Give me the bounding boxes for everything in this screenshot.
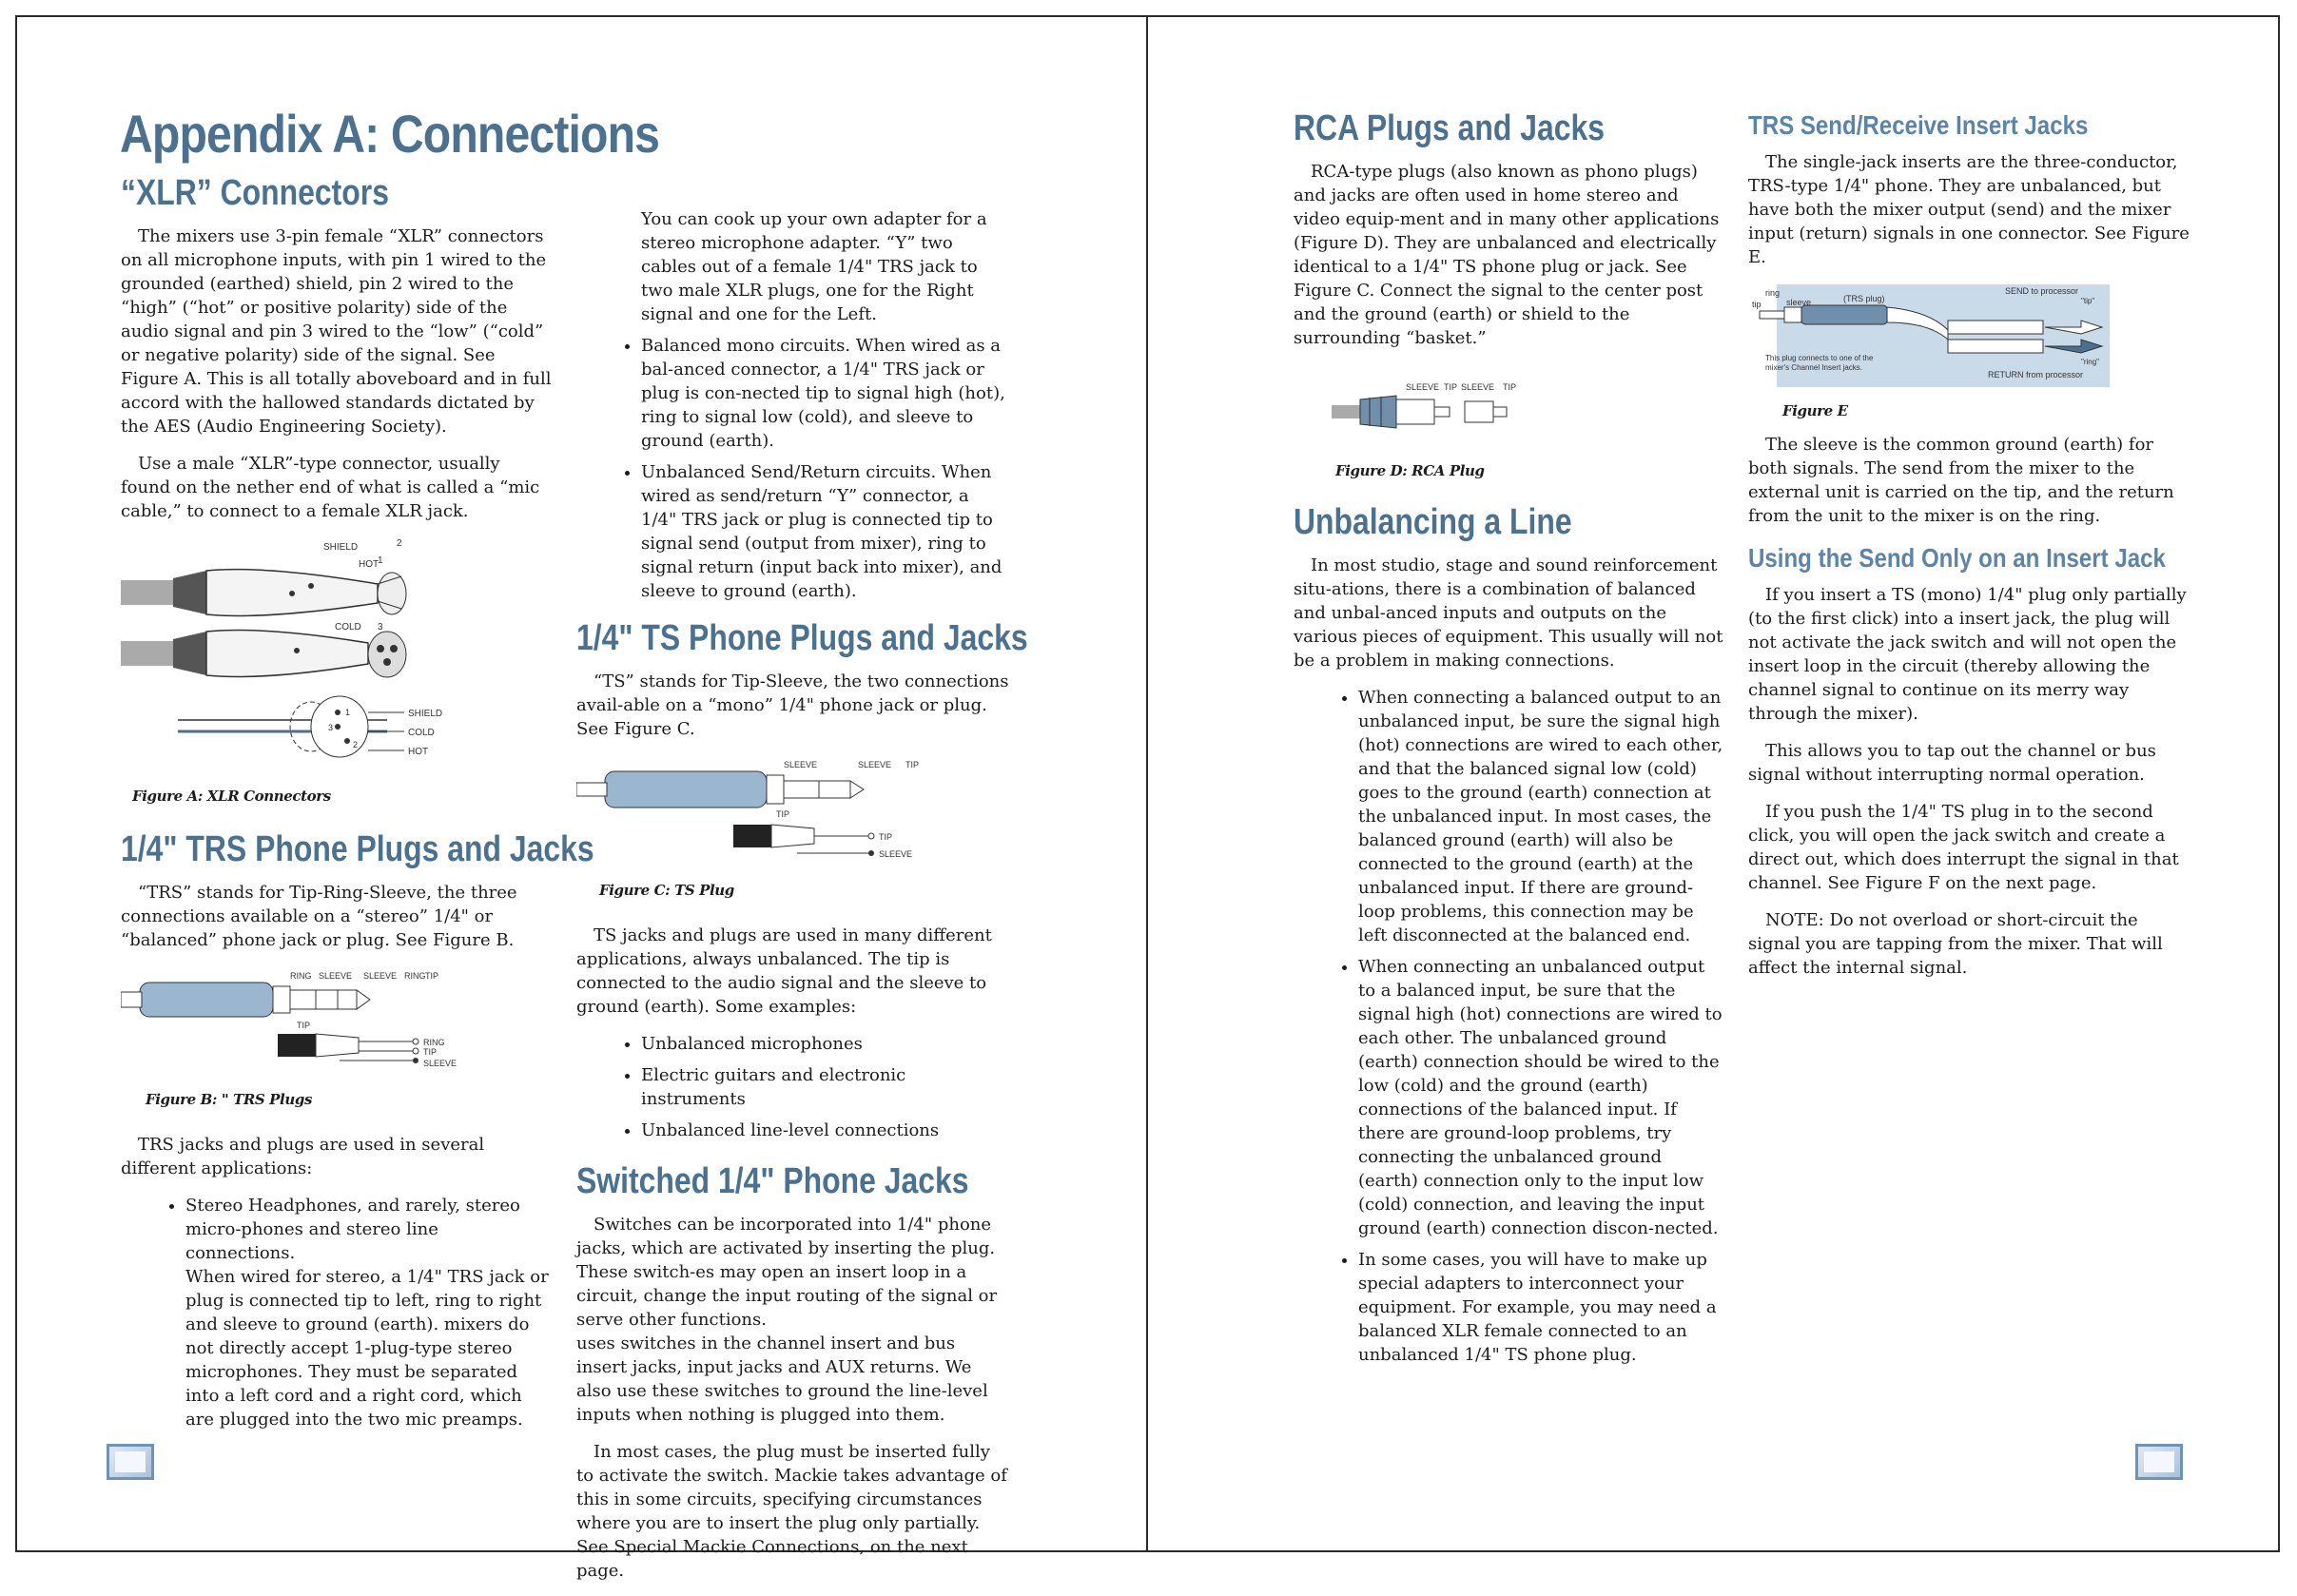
left-column-2 xyxy=(576,207,1028,1596)
page-title: Appendix A: Connections xyxy=(120,104,660,164)
circuit-list xyxy=(576,334,1009,603)
insert-paragraph-1: The single-jack inserts are the three-conductor, TRS-type 1/4" phone. They are unbalanced, but have both the mixer output (send) and the mixer input (return) signals in one connector. See Figure E. xyxy=(1748,152,2190,267)
xlr-connectors-diagram xyxy=(121,536,501,774)
fig-d-label: SLEEVE xyxy=(1406,382,1440,392)
fig-d-label: SLEEVE xyxy=(1461,382,1495,392)
fig-a-label: COLD xyxy=(335,622,361,633)
fig-e-label: This plug connects to one of the xyxy=(1765,354,1874,362)
list-item: • When connecting a balanced output to an unbalanced input, be sure the signal high (hot) connections are wired to each other, and that the balanced signal low (cold) goes to the ground (earth) connection at the unbalanced input. In most cases, the balanced ground (earth) will also be connected to the ground (earth) at the unbalanced input. If there are ground-loop problems, this connection may be left disconnected at the balanced end. xyxy=(1358,686,1723,947)
fig-e-label: (TRS plug) xyxy=(1843,294,1885,303)
fig-e-label: sleeve xyxy=(1786,298,1812,307)
adapter-paragraph: You can cook up your own adapter for a stereo microphone adapter. “Y” two cables out of a female 1/4" TRS jack to two male XLR plugs, one for the Right signal and one for the Left. xyxy=(641,209,987,324)
switched-paragraph-2: In most cases, the plug must be inserted fully to activate the switch. Mackie takes advantage of this in some circuits, specifying circumstances where you are to insert the plug only partially. See Special Mackie Connections, on the next page. xyxy=(576,1442,1007,1581)
ts-plug-diagram xyxy=(576,754,957,868)
figure-e-caption: Figure E xyxy=(1782,402,1848,419)
fig-e-label: ring xyxy=(1765,288,1781,298)
insert-jack-diagram xyxy=(1748,282,2110,389)
list-item: • In some cases, you will have to make up special adapters to interconnect your equipment. For example, you may need a balanced XLR female connected to an unbalanced 1/4" TS phone plug. xyxy=(1358,1248,1723,1367)
figure-d xyxy=(1294,377,1723,481)
fig-b-label: RING xyxy=(290,971,312,981)
fig-d-label: TIP xyxy=(1444,382,1458,392)
fig-b-label: SLEEVE xyxy=(319,971,353,981)
list-item: • Unbalanced Send/Return circuits. When wired as send/return “Y” connector, a 1/4" TRS jack or plug is connected tip to signal send (output from mixer), ring to signal return (input back into mixer), and sleeve to ground (earth). xyxy=(641,460,1009,603)
fig-c-label: SLEEVE xyxy=(858,760,892,769)
rca-plug-diagram xyxy=(1294,377,1674,449)
figure-b-caption: Figure B: " TRS Plugs xyxy=(146,1091,312,1108)
switched-heading: Switched 1/4" Phone Jacks xyxy=(576,1161,969,1201)
ts-paragraph-2: TS jacks and plugs are used in many different applications, always unbalanced. The tip is connected to the audio signal and the sleeve to ground (earth). Some examples: xyxy=(576,925,992,1017)
fig-c-label: SLEEVE xyxy=(784,760,818,769)
fig-e-label: "ring" xyxy=(2081,358,2100,366)
send-only-paragraph-2: This allows you to tap out the channel or bus signal without interrupting normal operation. xyxy=(1748,741,2156,785)
figure-a xyxy=(121,536,552,805)
fig-a-label: HOT xyxy=(408,747,429,757)
left-column-1 xyxy=(121,171,594,1445)
ts-examples-list xyxy=(576,1032,1009,1142)
right-column-1 xyxy=(1294,107,1723,1380)
fig-e-label: RETURN from processor xyxy=(1988,370,2084,380)
fig-d-label: TIP xyxy=(1503,382,1517,392)
page-number-box-left xyxy=(107,1444,154,1480)
list-item: • Unbalanced line-level connections xyxy=(641,1119,1009,1142)
fig-c-label: SLEEVE xyxy=(879,849,913,859)
fig-a-label: SHIELD xyxy=(408,709,443,719)
fig-a-label: 1 xyxy=(345,708,351,717)
fig-b-label: RING xyxy=(423,1038,445,1047)
xlr-heading: “XLR” Connectors xyxy=(121,173,389,213)
trs-paragraph-1: “TRS” stands for Tip-Ring-Sleeve, the three connections available on a “stereo” 1/4" or “balanced” phone jack or plug. See Figure B. xyxy=(121,883,517,950)
figure-c xyxy=(576,754,1009,899)
fig-e-label: "tip" xyxy=(2081,297,2095,305)
switched-paragraph-1: Switches can be incorporated into 1/4" phone jacks, which are activated by inserting the plug. These switch-es may open an insert loop in a circuit, change the input routing of the signal or serve other functions. xyxy=(576,1215,998,1330)
fig-a-label: COLD xyxy=(408,728,435,738)
fig-a-label: 1 xyxy=(378,555,383,566)
fig-b-label: SLEEVE xyxy=(423,1059,457,1068)
figure-a-caption: Figure A: XLR Connectors xyxy=(132,788,331,805)
fig-a-label: 3 xyxy=(328,723,334,732)
fig-a-label: 2 xyxy=(397,538,402,549)
fig-a-label: HOT xyxy=(359,559,380,570)
switched-paragraph-1b: uses switches in the channel insert and bus insert jacks, input jacks and AUX returns. We also use these switches to ground the line-level inputs when nothing is plugged into them. xyxy=(576,1333,988,1425)
fig-c-label: TIP xyxy=(879,832,893,842)
trs-bullet-1: Stereo Headphones, and rarely, stereo micro-phones and stereo line connections. xyxy=(185,1196,520,1263)
send-only-paragraph-1: If you insert a TS (mono) 1/4" plug only partially (to the first click) into a insert jack, the plug will not activate the jack switch and will not open the insert loop in the circuit (thereby allowing the channel signal to continue on its merry way through the mixer). xyxy=(1748,585,2187,724)
xlr-paragraph-2: Use a male “XLR”-type connector, usually found on the nether end of what is called a “mic cable,” to connect to a female XLR jack. xyxy=(121,454,540,521)
unbalancing-list xyxy=(1294,686,1723,1367)
list-item: • When connecting an unbalanced output to a balanced input, be sure that the signal high (hot) connections are wired to each other. The unbalanced ground (earth) connection should be wired to the low (cold) and the ground (earth) connections of the balanced input. If there are ground-loop problems, try connecting the unbalanced ground (earth) connection only to the input low (cold) connection, and leaving the input ground (earth) connection discon-nected. xyxy=(1358,955,1723,1240)
unbalancing-heading: Unbalancing a Line xyxy=(1294,502,1572,542)
list-item: • Unbalanced microphones xyxy=(641,1032,1009,1056)
fig-a-label: 3 xyxy=(378,622,383,633)
fig-e-label: tip xyxy=(1752,300,1762,309)
fig-b-label: SLEEVE xyxy=(363,971,398,981)
page-spine xyxy=(1146,15,1148,1552)
right-column-2 xyxy=(1748,108,2195,993)
fig-c-label: TIP xyxy=(905,760,920,769)
xlr-paragraph-1: The mixers use 3-pin female “XLR” connectors on all microphone inputs, with pin 1 wired to the grounded (earthed) shield, pin 2 wired to the “high” (“hot” or positive polarity) side of the audio signal and pin 3 wired to the “low” (“cold” or negative polarity) side of the signal. See Figure A. This is all totally aboveboard and in full accord with the hallowed standards dictated by the AES (Audio Engineering Society). xyxy=(121,226,552,437)
list-item: • Electric guitars and electronic instruments xyxy=(641,1063,1009,1111)
fig-b-label: TIP xyxy=(425,971,439,981)
trs-plug-diagram xyxy=(121,965,501,1078)
figure-d-caption: Figure D: RCA Plug xyxy=(1335,462,1485,479)
send-only-heading: Using the Send Only on an Insert Jack xyxy=(1748,543,2166,573)
fig-a-label: 2 xyxy=(353,740,359,749)
rca-heading: RCA Plugs and Jacks xyxy=(1294,108,1605,148)
unbalancing-paragraph-1: In most studio, stage and sound reinforcement situ-ations, there is a combination of balanced and unbal-anced inputs and outputs on the various pieces of equipment. This usually will not be a problem in making connections. xyxy=(1294,555,1723,671)
send-only-paragraph-4: NOTE: Do not overload or short-circuit the signal you are tapping from the mixer. That will affect the internal signal. xyxy=(1748,910,2163,978)
fig-a-label: SHIELD xyxy=(323,542,359,553)
page-number-box-right xyxy=(2135,1444,2183,1480)
fig-b-label: TIP xyxy=(297,1021,311,1030)
trs-heading: 1/4" TRS Phone Plugs and Jacks xyxy=(121,829,594,869)
insert-paragraph-2: The sleeve is the common ground (earth) for both signals. The send from the mixer to the external unit is carried on the tip, and the return from the unit to the mixer is on the ring. xyxy=(1748,435,2174,526)
figure-e xyxy=(1748,282,2195,419)
list-item xyxy=(185,1194,552,1431)
rca-paragraph-1: RCA-type plugs (also known as phono plugs) and jacks are often used in home stereo and video equip-ment and in many other applications (Figure D). They are unbalanced and electrically identical to a 1/4" TS phone plug or jack. See Figure C. Connect the signal to the center post and the ground (earth) or shield to the surrounding “basket.” xyxy=(1294,162,1720,348)
fig-b-label: TIP xyxy=(423,1047,438,1057)
fig-c-label: TIP xyxy=(776,809,790,819)
fig-e-label: SEND to processor xyxy=(2005,286,2079,296)
trs-paragraph-2: TRS jacks and plugs are used in several different applications: xyxy=(121,1135,485,1178)
fig-b-label: RING xyxy=(404,971,426,981)
fig-e-label: mixer's Channel Insert jacks. xyxy=(1765,363,1863,372)
trs-bullet-1-continued: When wired for stereo, a 1/4" TRS jack or plug is connected tip to left, ring to right and sleeve to ground (earth). mixers do not directly accept 1-plug-type stereo microphones. They must be separated into a left cord and a right cord, which are plugged into the two mic preamps. xyxy=(185,1267,549,1430)
ts-paragraph-1: “TS” stands for Tip-Sleeve, the two connections avail-able on a “mono” 1/4" phone jack or plug. See Figure C. xyxy=(576,671,1009,739)
figure-b xyxy=(121,965,552,1108)
insert-heading: TRS Send/Receive Insert Jacks xyxy=(1748,110,2089,140)
list-item: • Balanced mono circuits. When wired as a bal-anced connector, a 1/4" TRS jack or plug is con-nected tip to signal high (hot), ring to signal low (cold), and sleeve to ground (earth). xyxy=(641,334,1009,453)
send-only-paragraph-3: If you push the 1/4" TS plug in to the second click, you will open the jack switch and create a direct out, which does interrupt the signal in that channel. See Figure F on the next page. xyxy=(1748,802,2179,893)
ts-heading: 1/4" TS Phone Plugs and Jacks xyxy=(576,618,1028,658)
figure-c-caption: Figure C: TS Plug xyxy=(599,882,734,899)
trs-applications-list xyxy=(121,1194,552,1431)
